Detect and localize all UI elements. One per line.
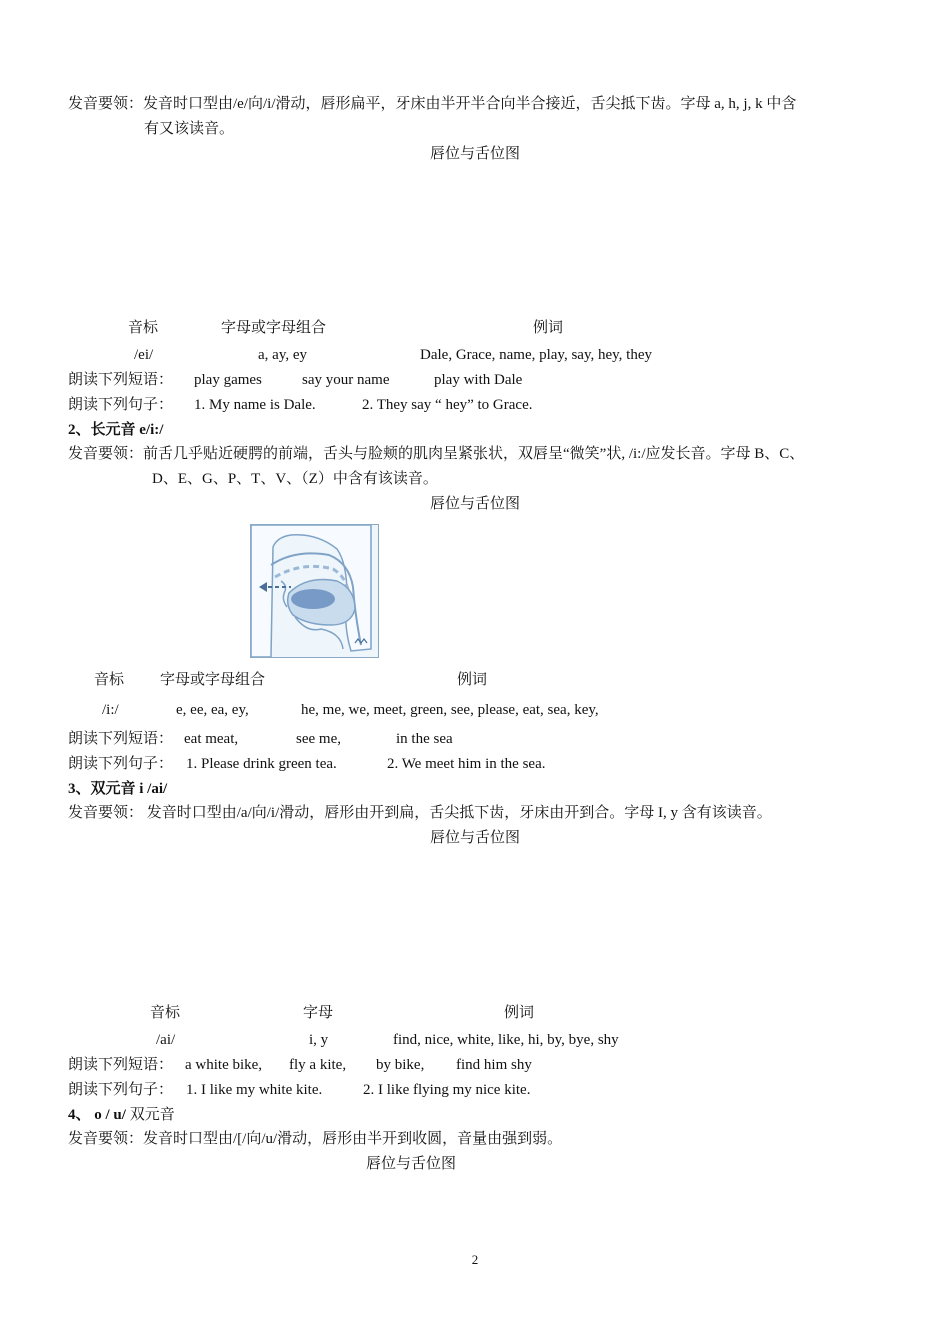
s1-lead-cont: 有又该读音。 xyxy=(144,121,235,137)
s2-header-examples: 例词 xyxy=(457,672,488,688)
s2-phrases-label: 朗读下列短语： xyxy=(68,731,174,747)
s2-header-letters: 字母或字母组合 xyxy=(160,672,266,688)
s4-heading-number: 4 xyxy=(68,1107,76,1123)
s3-header-examples: 例词 xyxy=(504,1005,535,1021)
s1-sentence: 1. My name is Dale. xyxy=(194,397,316,413)
s1-sentences-label: 朗读下列句子： xyxy=(68,397,174,413)
s3-sentences-label: 朗读下列句子： xyxy=(68,1082,174,1098)
s3-phrase: fly a kite, xyxy=(289,1057,347,1073)
s4-diagram-caption: 唇位与舌位图 xyxy=(366,1156,457,1172)
s3-header-symbol: 音标 xyxy=(150,1005,181,1021)
s2-header-symbol: 音标 xyxy=(94,672,125,688)
s3-header-letters: 字母 xyxy=(303,1005,334,1021)
s1-sentence: 2. They say “ hey” to Grace. xyxy=(362,397,533,413)
s3-letters: i, y xyxy=(309,1032,329,1048)
s2-symbol: /i:/ xyxy=(102,702,119,718)
s2-lead-line: 发音要领：前舌几乎贴近硬腭的前端，舌头与脸颊的肌肉呈紧张状，双唇呈“微笑”状, /i:/应发长音。字母 B、C、 xyxy=(68,446,805,462)
s2-lead-cont: D、E、G、P、T、V、（Z）中含有该读音。 xyxy=(152,471,438,487)
s1-diagram-caption: 唇位与舌位图 xyxy=(429,146,520,162)
s1-phrases-label: 朗读下列短语： xyxy=(68,372,174,388)
s3-sentence: 1. I like my white kite. xyxy=(186,1082,323,1098)
s1-header-examples: 例词 xyxy=(533,320,564,336)
s3-heading-text: 、双元音 i /ai/ xyxy=(75,781,168,797)
s2-phrase: see me, xyxy=(296,731,341,747)
s4-heading-suffix: 双元音 xyxy=(129,1107,175,1123)
s4-heading-text: 、 o / u/ xyxy=(75,1107,126,1123)
s1-examples: Dale, Grace, name, play, say, hey, they xyxy=(420,347,652,363)
s1-header-letters: 字母或字母组合 xyxy=(221,320,327,336)
s2-heading xyxy=(68,420,163,440)
s2-phrase: in the sea xyxy=(396,731,453,747)
s2-phrase: eat meat, xyxy=(184,731,239,747)
s2-sentence: 2. We meet him in the sea. xyxy=(387,756,546,772)
s1-lead-line: 发音要领：发音时口型由/e/向/i/滑动，唇形扁平，牙床由半开半合向半合接近，舌尖抵下齿。字母 a, h, j, k 中含 xyxy=(68,96,797,112)
s3-sentence: 2. I like flying my nice kite. xyxy=(363,1082,531,1098)
s1-letters: a, ay, ey xyxy=(258,347,307,363)
mouth-tongue-diagram xyxy=(250,524,379,658)
s4-lead-line: 发音要领：发音时口型由/[/向/u/滑动，唇形由半开到收圆，音量由强到弱。 xyxy=(68,1131,563,1147)
s2-heading-text: 、长元音 e/i:/ xyxy=(75,422,164,438)
vocal-tract-illustration xyxy=(251,525,378,657)
s2-sentences-label: 朗读下列句子： xyxy=(68,756,174,772)
s3-phrase: a white bike, xyxy=(185,1057,263,1073)
s2-diagram-caption: 唇位与舌位图 xyxy=(429,496,520,512)
s3-phrases-label: 朗读下列短语： xyxy=(68,1057,174,1073)
s2-sentence: 1. Please drink green tea. xyxy=(186,756,337,772)
s1-symbol: /ei/ xyxy=(134,347,154,363)
s3-phrase: by bike, xyxy=(376,1057,425,1073)
s2-heading-number: 2 xyxy=(68,422,76,438)
s4-heading xyxy=(68,1105,175,1125)
s3-heading xyxy=(68,779,167,799)
s3-diagram-caption: 唇位与舌位图 xyxy=(429,830,520,846)
s3-symbol: /ai/ xyxy=(156,1032,176,1048)
s2-letters: e, ee, ea, ey, xyxy=(176,702,249,718)
s3-phrase: find him shy xyxy=(456,1057,532,1073)
s1-header-symbol: 音标 xyxy=(128,320,159,336)
s1-phrase: play games xyxy=(194,372,262,388)
page-number: 2 xyxy=(471,1252,479,1267)
s1-phrase: say your name xyxy=(302,372,390,388)
s2-examples: he, me, we, meet, green, see, please, eat, sea, key, xyxy=(301,702,599,718)
s1-phrase: play with Dale xyxy=(434,372,523,388)
s3-heading-number: 3 xyxy=(68,781,76,797)
s3-lead-line: 发音要领： 发音时口型由/a/向/i/滑动，唇形由开到扁，舌尖抵下齿，牙床由开到合。字母 I, y 含有该读音。 xyxy=(68,805,772,821)
s3-examples: find, nice, white, like, hi, by, bye, shy xyxy=(393,1032,619,1048)
